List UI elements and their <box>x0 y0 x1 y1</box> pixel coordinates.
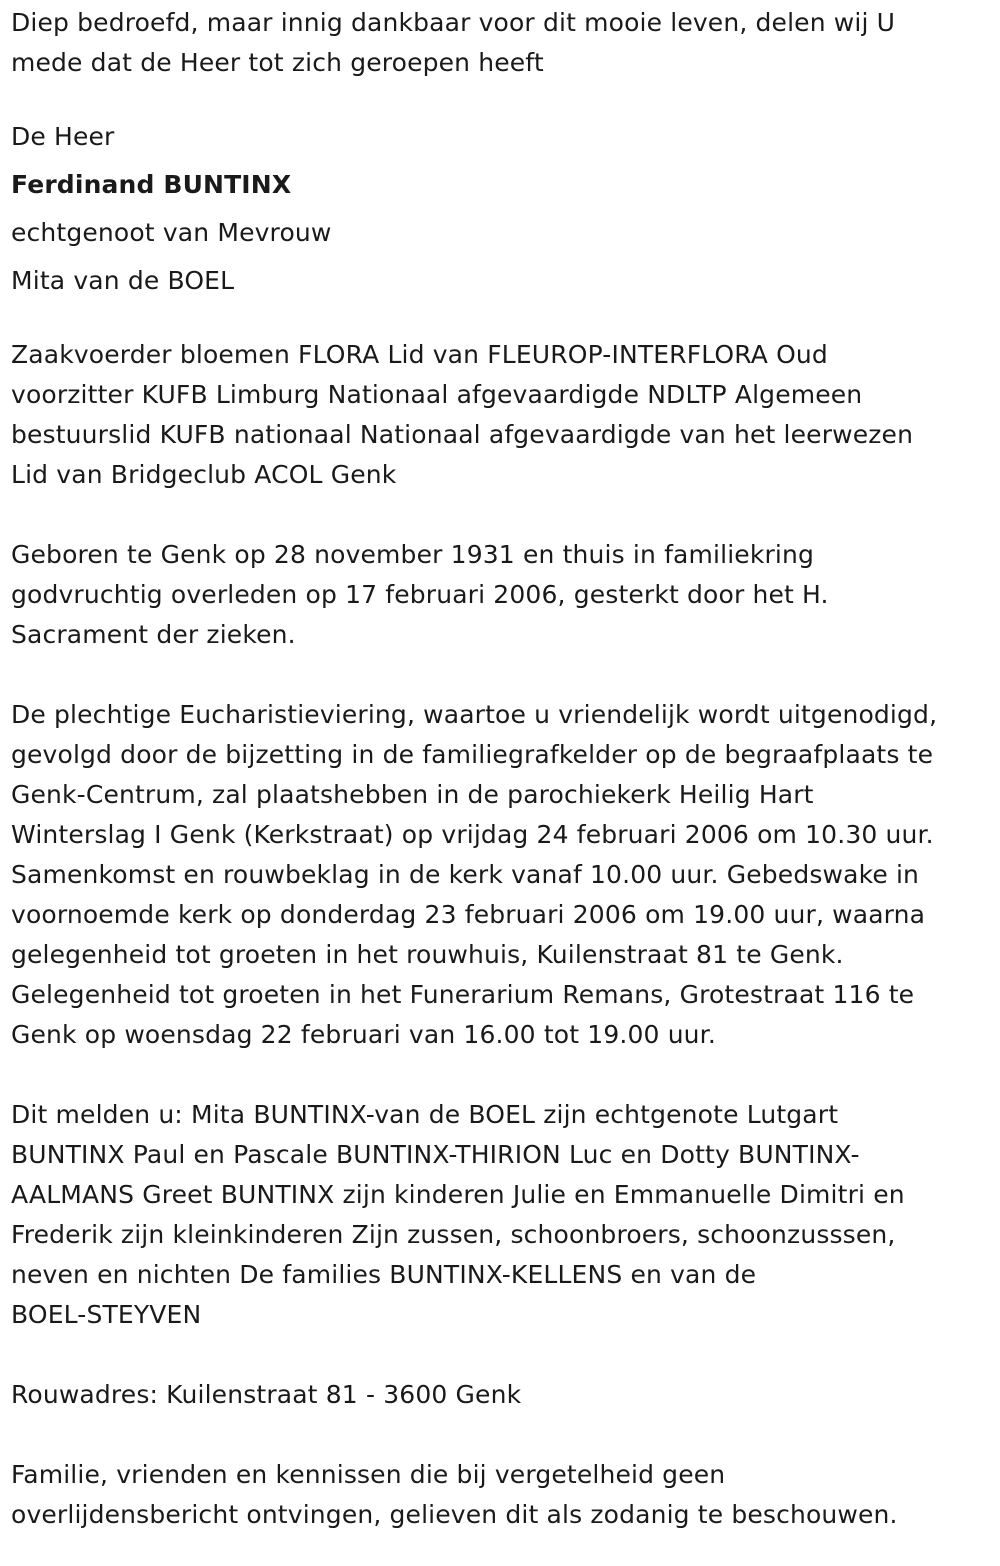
intro-paragraph <box>11 3 990 83</box>
birth-death-line: godvruchtig overleden op 17 februari 2006, gesterkt door het H. <box>11 580 829 609</box>
functions-paragraph <box>11 335 990 495</box>
address-line: Rouwadres: Kuilenstraat 81 - 3600 Genk <box>11 1380 522 1409</box>
intro-line: mede dat de Heer tot zich geroepen heeft <box>11 48 544 77</box>
functions-line: Zaakvoerder bloemen FLORA Lid van FLEUROP-INTERFLORA Oud <box>11 340 828 369</box>
ceremony-line: voornoemde kerk op donderdag 23 februari 2006 om 19.00 uur, waarna <box>11 900 926 929</box>
spouse-name: Mita van de BOEL <box>11 266 235 295</box>
family-line: BUNTINX Paul en Pascale BUNTINX-THIRION Luc en Dotty BUNTINX- <box>11 1140 860 1169</box>
ceremony-paragraph <box>11 695 990 1055</box>
family-line: Dit melden u: Mita BUNTINX-van de BOEL zijn echtgenote Lutgart <box>11 1100 839 1129</box>
family-line: Frederik zijn kleinkinderen Zijn zussen, schoonbroers, schoonzusssen, <box>11 1220 896 1249</box>
ceremony-line: Winterslag I Genk (Kerkstraat) op vrijdag 24 februari 2006 om 10.30 uur. <box>11 820 934 849</box>
functions-line: bestuurslid KUFB nationaal Nationaal afgevaardigde van het leerwezen <box>11 420 914 449</box>
family-line: neven en nichten De families BUNTINX-KELLENS en van de <box>11 1260 757 1289</box>
closing-line: Familie, vrienden en kennissen die bij vergetelheid geen <box>11 1460 726 1489</box>
family-paragraph <box>11 1095 990 1335</box>
intro-line: Diep bedroefd, maar innig dankbaar voor dit mooie leven, delen wij U <box>11 8 896 37</box>
functions-line: Lid van Bridgeclub ACOL Genk <box>11 460 397 489</box>
ceremony-line: Genk op woensdag 22 februari van 16.00 tot 19.00 uur. <box>11 1020 716 1049</box>
ceremony-line: Samenkomst en rouwbeklag in de kerk vanaf 10.00 uur. Gebedswake in <box>11 860 920 889</box>
salutation: De Heer <box>11 122 115 151</box>
ceremony-line: Gelegenheid tot groeten in het Funerarium Remans, Grotestraat 116 te <box>11 980 915 1009</box>
deceased-name: Ferdinand BUNTINX <box>11 170 292 199</box>
ceremony-line: gevolgd door de bijzetting in de familiegrafkelder op de begraafplaats te <box>11 740 934 769</box>
birth-death-line: Geboren te Genk op 28 november 1931 en thuis in familiekring <box>11 540 814 569</box>
birth-death-paragraph <box>11 535 990 655</box>
closing-paragraph <box>11 1455 990 1535</box>
ceremony-line: Genk-Centrum, zal plaatshebben in de parochiekerk Heilig Hart <box>11 780 814 809</box>
ceremony-line: gelegenheid tot groeten in het rouwhuis, Kuilenstraat 81 te Genk. <box>11 940 844 969</box>
ceremony-line: De plechtige Eucharistieviering, waartoe u vriendelijk wordt uitgenodigd, <box>11 700 938 729</box>
birth-death-line: Sacrament der zieken. <box>11 620 296 649</box>
functions-line: voorzitter KUFB Limburg Nationaal afgevaardigde NDLTP Algemeen <box>11 380 863 409</box>
closing-line: overlijdensbericht ontvingen, gelieven dit als zodanig te beschouwen. <box>11 1500 898 1529</box>
spouse-label: echtgenoot van Mevrouw <box>11 218 332 247</box>
family-line: BOEL-STEYVEN <box>11 1300 202 1329</box>
family-line: AALMANS Greet BUNTINX zijn kinderen Julie en Emmanuelle Dimitri en <box>11 1180 905 1209</box>
